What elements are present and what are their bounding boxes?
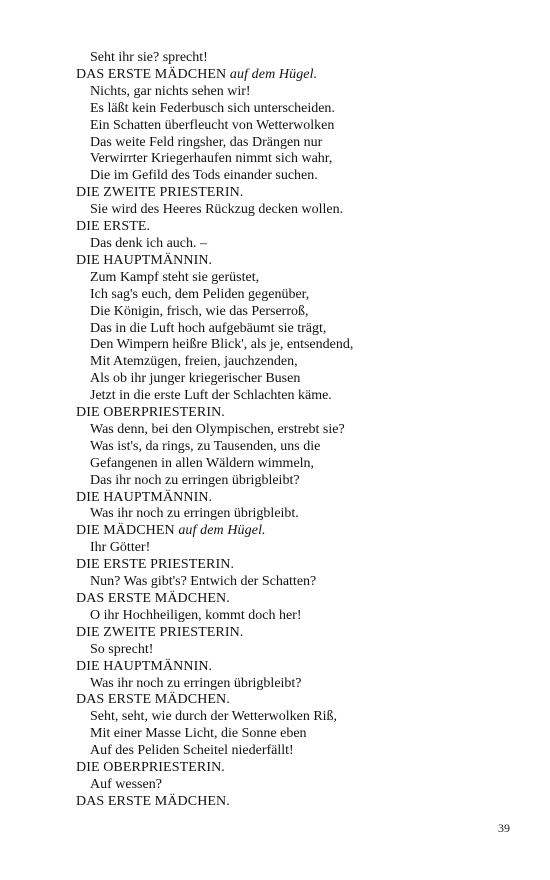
speaker-name xyxy=(76,692,526,709)
speaker-name xyxy=(76,253,526,270)
speaker-label: DIE OBERPRIESTERIN. xyxy=(76,760,225,776)
speaker-label: DIE ERSTE. xyxy=(76,219,151,235)
stage-direction: auf dem Hügel. xyxy=(229,66,318,82)
verse-text: Ich sag's euch, dem Peliden gegenüber, xyxy=(90,286,310,302)
verse-line xyxy=(76,777,526,794)
speaker-name xyxy=(76,659,526,676)
verse-line xyxy=(76,168,526,185)
verse-line xyxy=(76,456,526,473)
verse-line xyxy=(76,50,526,67)
verse-text: Auf wessen? xyxy=(90,776,162,792)
speaker-label: DIE OBERPRIESTERIN. xyxy=(76,405,225,421)
verse-text: Es läßt kein Federbusch sich unterscheiden. xyxy=(90,100,335,116)
verse-text: Seht ihr sie? sprecht! xyxy=(90,50,208,65)
speaker-label: DIE HAUPTMÄNNIN. xyxy=(76,252,213,268)
verse-line xyxy=(76,439,526,456)
verse-line xyxy=(76,135,526,152)
verse-line xyxy=(76,236,526,253)
speaker-label: DAS ERSTE MÄDCHEN. xyxy=(76,591,230,606)
speaker-name xyxy=(76,405,526,422)
speaker-label: DIE ERSTE PRIESTERIN. xyxy=(76,557,235,573)
verse-text: Was denn, bei den Olympischen, erstrebt sie? xyxy=(90,421,345,437)
verse-line xyxy=(76,287,526,304)
verse-text: O ihr Hochheiligen, kommt doch her! xyxy=(90,607,302,623)
verse-text: Als ob ihr junger kriegerischer Busen xyxy=(90,371,301,387)
verse-line xyxy=(76,304,526,321)
speaker-name xyxy=(76,219,526,236)
verse-line xyxy=(76,337,526,354)
verse-line xyxy=(76,743,526,760)
verse-line xyxy=(76,422,526,439)
verse-line xyxy=(76,118,526,135)
verse-text: Jetzt in die erste Luft der Schlachten käme. xyxy=(90,388,332,404)
speaker-label: DAS ERSTE MÄDCHEN. xyxy=(76,692,230,708)
speaker-name xyxy=(76,185,526,202)
verse-text: Das ihr noch zu erringen übrigbleibt? xyxy=(90,472,300,488)
verse-text: Das denk ich auch. – xyxy=(90,235,208,251)
speaker-label: DAS ERSTE MÄDCHEN xyxy=(76,66,227,82)
verse-text: Nichts, gar nichts sehen wir! xyxy=(90,83,251,99)
speaker-name xyxy=(76,794,526,811)
speaker-name xyxy=(76,557,526,574)
speaker-name xyxy=(76,523,526,540)
verse-text: Verwirrter Kriegerhaufen nimmt sich wahr, xyxy=(90,151,333,167)
speaker-label: DAS ERSTE MÄDCHEN. xyxy=(76,793,230,809)
verse-line xyxy=(76,388,526,405)
verse-line xyxy=(76,321,526,338)
page-number: 39 xyxy=(498,821,510,835)
verse-line xyxy=(76,676,526,693)
stage-direction: auf dem Hügel. xyxy=(178,523,266,539)
verse-text: Ein Schatten überfleucht von Wetterwolken xyxy=(90,117,335,133)
verse-line xyxy=(76,540,526,557)
verse-text: Sie wird des Heeres Rückzug decken wollen. xyxy=(90,202,344,218)
verse-text: Auf des Peliden Scheitel niederfällt! xyxy=(90,743,294,759)
verse-line xyxy=(76,473,526,490)
speaker-label: DIE ZWEITE PRIESTERIN. xyxy=(76,624,244,640)
verse-line xyxy=(76,642,526,659)
verse-line xyxy=(76,151,526,168)
verse-line xyxy=(76,354,526,371)
verse-line xyxy=(76,574,526,591)
verse-text: Das in die Luft hoch aufgebäumt sie trägt, xyxy=(90,320,327,336)
speaker-label: DIE MÄDCHEN xyxy=(76,523,175,539)
verse-line xyxy=(76,101,526,118)
verse-line xyxy=(76,84,526,101)
speaker-name xyxy=(76,625,526,642)
verse-text: Was ist's, da rings, zu Tausenden, uns die xyxy=(90,438,321,454)
verse-text: Seht, seht, wie durch der Wetterwolken Riß, xyxy=(90,709,338,725)
verse-text: So sprecht! xyxy=(90,641,154,657)
speaker-label: DIE HAUPTMÄNNIN. xyxy=(76,658,213,674)
verse-line xyxy=(76,709,526,726)
speaker-name xyxy=(76,591,526,608)
verse-text: Den Wimpern heißre Blick', als je, entsendend, xyxy=(90,337,354,353)
verse-text: Zum Kampf steht sie gerüstet, xyxy=(90,269,260,285)
speaker-name xyxy=(76,760,526,777)
verse-text: Ihr Götter! xyxy=(90,540,151,556)
verse-line xyxy=(76,202,526,219)
verse-text: Das weite Feld ringsher, das Drängen nur xyxy=(90,134,323,150)
verse-text: Mit Atemzügen, freien, jauchzenden, xyxy=(90,354,298,370)
verse-line xyxy=(76,270,526,287)
speaker-label: DIE HAUPTMÄNNIN. xyxy=(76,489,213,505)
verse-text: Die im Gefild des Tods einander suchen. xyxy=(90,168,318,184)
verse-text: Mit einer Masse Licht, die Sonne eben xyxy=(90,726,307,742)
verse-text: Nun? Was gibt's? Entwich der Schatten? xyxy=(90,574,317,590)
speaker-name xyxy=(76,67,526,84)
verse-line xyxy=(76,506,526,523)
verse-line xyxy=(76,726,526,743)
verse-line xyxy=(76,608,526,625)
verse-text: Gefangenen in allen Wäldern wimmeln, xyxy=(90,455,315,471)
speaker-name xyxy=(76,490,526,507)
verse-text: Was ihr noch zu erringen übrigbleibt. xyxy=(90,506,299,522)
verse-text: Die Königin, frisch, wie das Perserroß, xyxy=(90,303,309,319)
verse-text: Was ihr noch zu erringen übrigbleibt? xyxy=(90,675,302,691)
verse-line xyxy=(76,371,526,388)
play-text xyxy=(76,50,526,811)
speaker-label: DIE ZWEITE PRIESTERIN. xyxy=(76,185,244,201)
